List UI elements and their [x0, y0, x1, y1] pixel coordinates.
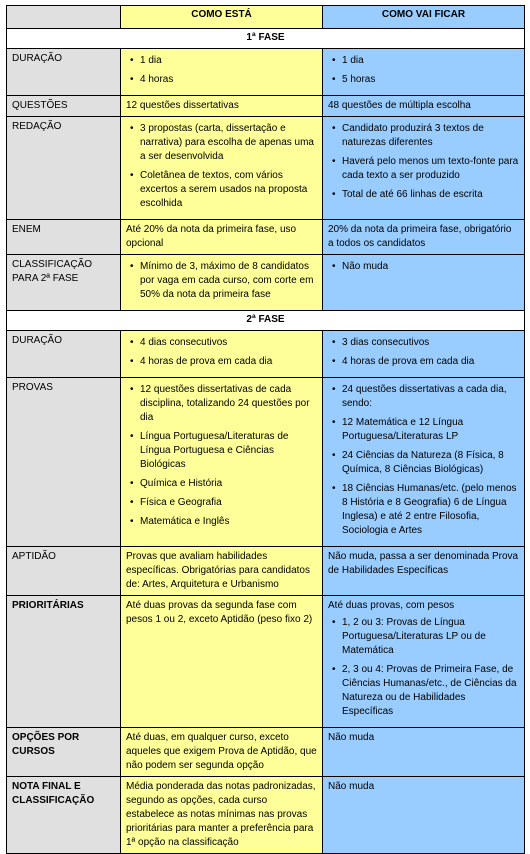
row-prioritarias: [7, 596, 525, 728]
row-questoes: [7, 96, 525, 117]
list-item: • Química e História: [140, 477, 317, 491]
list-item: • Coletânea de textos, com vários excertos a serem usados na proposta escolhida: [140, 169, 317, 211]
section-title-fase1: 1ª FASE: [7, 29, 525, 49]
cell-vai: Não muda, passa a ser denominada Prova de Habilidades Específicas: [323, 547, 525, 596]
list-item: • 24 Ciências da Natureza (8 Física, 8 Química, 8 Ciências Biológicas): [342, 449, 519, 477]
cell-esta: [121, 117, 323, 220]
section-fase2: [7, 311, 525, 331]
row-label: ENEM: [7, 220, 121, 255]
row-duracao-2: [7, 331, 525, 378]
list-item: • 4 dias consecutivos: [140, 336, 317, 350]
list-item: • Língua Portuguesa/Literaturas de Língua Portuguesa e Ciências Biológicas: [140, 430, 317, 472]
list-item: • 18 Ciências Humanas/etc. (pelo menos 8 História e 8 Geografia) 6 de Língua Inglesa) e até 2 entre Filosofia, Sociologia e Artes: [342, 482, 519, 538]
cell-esta: Até duas provas da segunda fase com pesos 1 ou 2, exceto Aptidão (peso fixo 2): [121, 596, 323, 728]
cell-intro-text: Até duas provas, com pesos: [328, 600, 455, 611]
list-item: • 4 horas: [140, 73, 317, 87]
list-item: • 1 dia: [342, 54, 519, 68]
list-item: • 24 questões dissertativas a cada dia, sendo:: [342, 383, 519, 411]
header-como-esta: COMO ESTÁ: [121, 6, 323, 29]
row-label: REDAÇÃO: [7, 117, 121, 220]
row-label: DURAÇÃO: [7, 49, 121, 96]
list-item: • Total de até 66 linhas de escrita: [342, 188, 519, 202]
cell-esta: 12 questões dissertativas: [121, 96, 323, 117]
row-label: APTIDÃO: [7, 547, 121, 596]
list-item: • 4 horas de prova em cada dia: [342, 355, 519, 369]
header-row: [7, 6, 525, 29]
list-item: • 3 propostas (carta, dissertação e narrativa) para escolha de apenas uma a ser desenvolvida: [140, 122, 317, 164]
comparison-table: [6, 5, 525, 854]
list-item: • Não muda: [342, 260, 519, 274]
list-item: • Mínimo de 3, máximo de 8 candidatos por vaga em cada curso, com corte em 50% da nota da primeira fase: [140, 260, 317, 302]
row-label: CLASSIFICAÇÃO PARA 2ª FASE: [7, 255, 121, 311]
row-classificacao: [7, 255, 525, 311]
row-nota-final: [7, 777, 525, 854]
list-item: • 4 horas de prova em cada dia: [140, 355, 317, 369]
row-label: DURAÇÃO: [7, 331, 121, 378]
list-item: • 1, 2 ou 3: Provas de Língua Portuguesa/Literaturas LP ou de Matemática: [342, 616, 519, 658]
list-item: • 12 questões dissertativas de cada disciplina, totalizando 24 questões por dia: [140, 383, 317, 425]
row-enem: [7, 220, 525, 255]
cell-esta: Até 20% da nota da primeira fase, uso opcional: [121, 220, 323, 255]
row-label: PROVAS: [7, 378, 121, 547]
list-item: • Haverá pelo menos um texto-fonte para cada texto a ser produzido: [342, 155, 519, 183]
cell-esta: [121, 255, 323, 311]
cell-esta: Até duas, em qualquer curso, exceto aqueles que exigem Prova de Aptidão, que não podem ser segunda opção: [121, 728, 323, 777]
cell-vai: [323, 378, 525, 547]
cell-vai: Não muda: [323, 777, 525, 854]
section-fase1: [7, 29, 525, 49]
row-aptidao: [7, 547, 525, 596]
row-label: PRIORITÁRIAS: [7, 596, 121, 728]
list-item: • Matemática e Inglês: [140, 515, 317, 529]
cell-esta: Média ponderada das notas padronizadas, segundo as opções, cada curso estabelece as notas mínimas nas provas prioritárias para manter a preferência para 1ª opção na classificação: [121, 777, 323, 854]
cell-vai: Não muda: [323, 728, 525, 777]
list-item: • 5 horas: [342, 73, 519, 87]
cell-vai: [323, 255, 525, 311]
list-item: • 1 dia: [140, 54, 317, 68]
row-redacao: [7, 117, 525, 220]
list-item: • Física e Geografia: [140, 496, 317, 510]
row-label: NOTA FINAL E CLASSIFICAÇÃO: [7, 777, 121, 854]
cell-esta: Provas que avaliam habilidades específicas. Obrigatórias para candidatos de: Artes, Arquitetura e Urbanismo: [121, 547, 323, 596]
row-opcoes: [7, 728, 525, 777]
list-item: • 2, 3 ou 4: Provas de Primeira Fase, de Ciências Humanas/etc., de Ciências da Natureza ou de Habilidades Específicas: [342, 663, 519, 719]
list-item: • 3 dias consecutivos: [342, 336, 519, 350]
row-label: OPÇÕES POR CURSOS: [7, 728, 121, 777]
cell-esta: [121, 378, 323, 547]
cell-vai: 20% da nota da primeira fase, obrigatório a todos os candidatos: [323, 220, 525, 255]
section-title-fase2: 2ª FASE: [7, 311, 525, 331]
row-label: QUESTÕES: [7, 96, 121, 117]
cell-esta: [121, 49, 323, 96]
cell-vai: 48 questões de múltipla escolha: [323, 96, 525, 117]
header-empty-cell: [7, 6, 121, 29]
cell-vai: [323, 331, 525, 378]
list-item: • 12 Matemática e 12 Língua Portuguesa/Literaturas LP: [342, 416, 519, 444]
list-item: • Candidato produzirá 3 textos de naturezas diferentes: [342, 122, 519, 150]
cell-vai: [323, 117, 525, 220]
row-provas: [7, 378, 525, 547]
cell-vai: [323, 596, 525, 728]
row-duracao-1: [7, 49, 525, 96]
cell-vai: [323, 49, 525, 96]
header-como-vai-ficar: COMO VAI FICAR: [323, 6, 525, 29]
cell-esta: [121, 331, 323, 378]
